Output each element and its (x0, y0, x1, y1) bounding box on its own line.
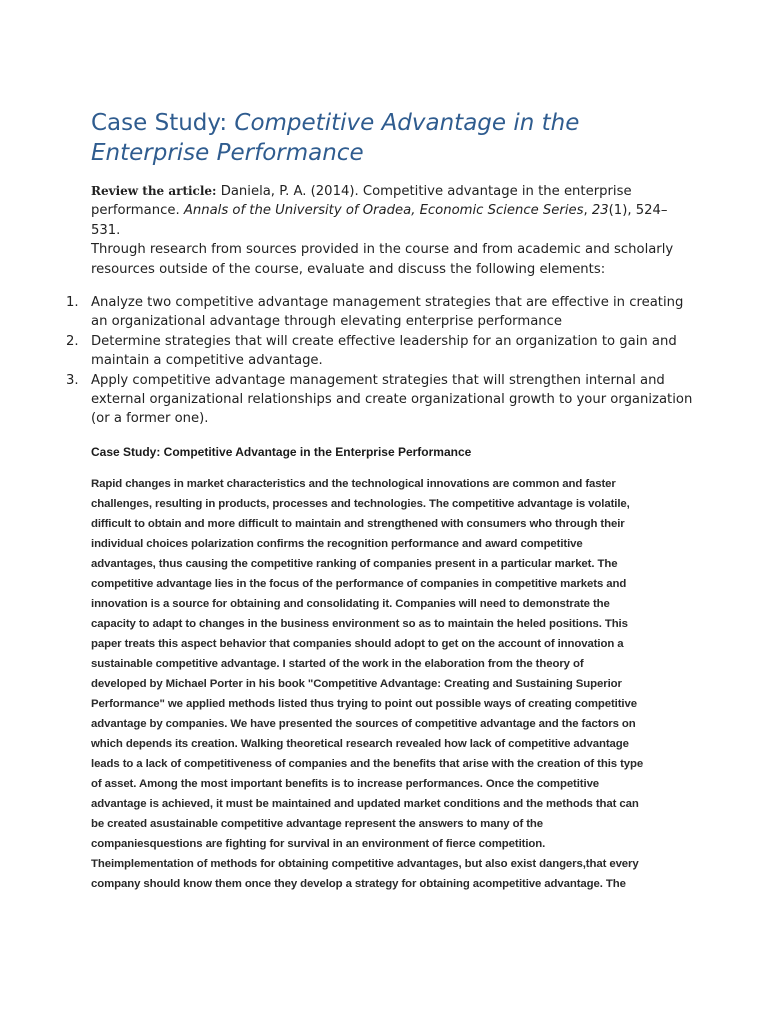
title-emphasis-line1: Competitive Advantage in the (234, 110, 580, 136)
body-line: leads to a lack of competitiveness of companies and the benefits that arise with the creation of this type (91, 758, 644, 770)
requirements-list (66, 293, 696, 429)
review-label: Review the article: (91, 184, 217, 198)
citation-authors: Daniela, P. A. (2014). Competitive advantage in the enterprise performance. (91, 184, 632, 219)
body-line: individual choices polarization confirms the recognition performance and award competitive (91, 538, 583, 550)
body-line: difficult to obtain and more difficult to maintain and strengthened with consumers who through their (91, 518, 625, 530)
body-line: advantages, thus causing the competitive ranking of companies present in a particular market. The (91, 558, 618, 570)
citation-pages: (1), 524–531. (91, 203, 668, 238)
review-intro: Through research from sources provided in the course and from academic and scholarly resources outside of the course, evaluate and discuss the following elements: (91, 242, 674, 277)
list-item-text: Apply competitive advantage management strategies that will strengthen internal and external organizational relationships and create organizational growth to your organization (or a former one). (91, 372, 693, 427)
list-item (66, 371, 696, 429)
citation-separator: , (583, 203, 592, 219)
body-line: innovation is a source for obtaining and consolidating it. Companies will need to demonstrate the (91, 598, 610, 610)
body-line: companiesquestions are fighting for survival in an environment of fierce competition. (91, 838, 546, 850)
body-line: advantage by companies. We have presented the sources of competitive advantage and the factors on (91, 718, 636, 730)
body-line: challenges, resulting in products, processes and technologies. The competitive advantage is volatile, (91, 498, 630, 510)
body-line: sustainable competitive advantage. I started of the work in the elaboration from the theory of (91, 658, 584, 670)
body-line: developed by Michael Porter in his book "Competitive Advantage: Creating and Sustaining Superior (91, 678, 622, 690)
answer-heading: Case Study: Competitive Advantage in the Enterprise Performance (91, 445, 472, 459)
review-section (91, 182, 691, 279)
body-line: which depends its creation. Walking theoretical research revealed how lack of competitive advantage (91, 738, 629, 750)
list-item-number: 2. (66, 333, 79, 349)
answer-body (91, 474, 673, 894)
citation-journal: Annals of the University of Oradea, Economic Science Series (183, 203, 584, 219)
body-line: advantage is achieved, it must be maintained and updated market conditions and the methods that can (91, 798, 639, 810)
body-line: Theimplementation of methods for obtaining competitive advantages, but also exist dangers,that every (91, 858, 639, 870)
list-item-text: Analyze two competitive advantage management strategies that are effective in creating an organizational advantage through elevating enterprise performance (91, 295, 684, 330)
body-line: competitive advantage lies in the focus of the performance of companies in competitive markets and (91, 578, 627, 590)
body-line: company should know them once they develop a strategy for obtaining acompetitive advantage. The (91, 878, 626, 890)
body-line: Performance" we applied methods listed thus trying to point out possible ways of creating competitive (91, 698, 637, 710)
list-item-text: Determine strategies that will create effective leadership for an organization to gain and maintain a competitive advantage. (91, 333, 677, 369)
title-emphasis-line2: Enterprise Performance (91, 140, 364, 166)
citation-volume: 23 (591, 203, 609, 219)
body-line: of asset. Among the most important benefits is to increase performances. Once the competitive (91, 778, 600, 790)
list-item-number: 1. (66, 295, 79, 310)
body-line: capacity to adapt to changes in the business environment so as to maintain the heled positions. This (91, 618, 628, 630)
body-line: paper treats this aspect behavior that companies should adopt to get on the account of innovation a (91, 638, 624, 650)
body-line: Rapid changes in market characteristics and the technological innovations are common and faster (91, 478, 616, 490)
list-item (66, 332, 696, 371)
body-line: be created asustainable competitive advantage represent the answers to many of the (91, 818, 544, 830)
list-item-number: 3. (66, 372, 79, 388)
review-citation (91, 182, 691, 240)
document-title (91, 108, 691, 168)
title-prefix: Case Study: (91, 110, 235, 136)
list-item (66, 293, 696, 332)
